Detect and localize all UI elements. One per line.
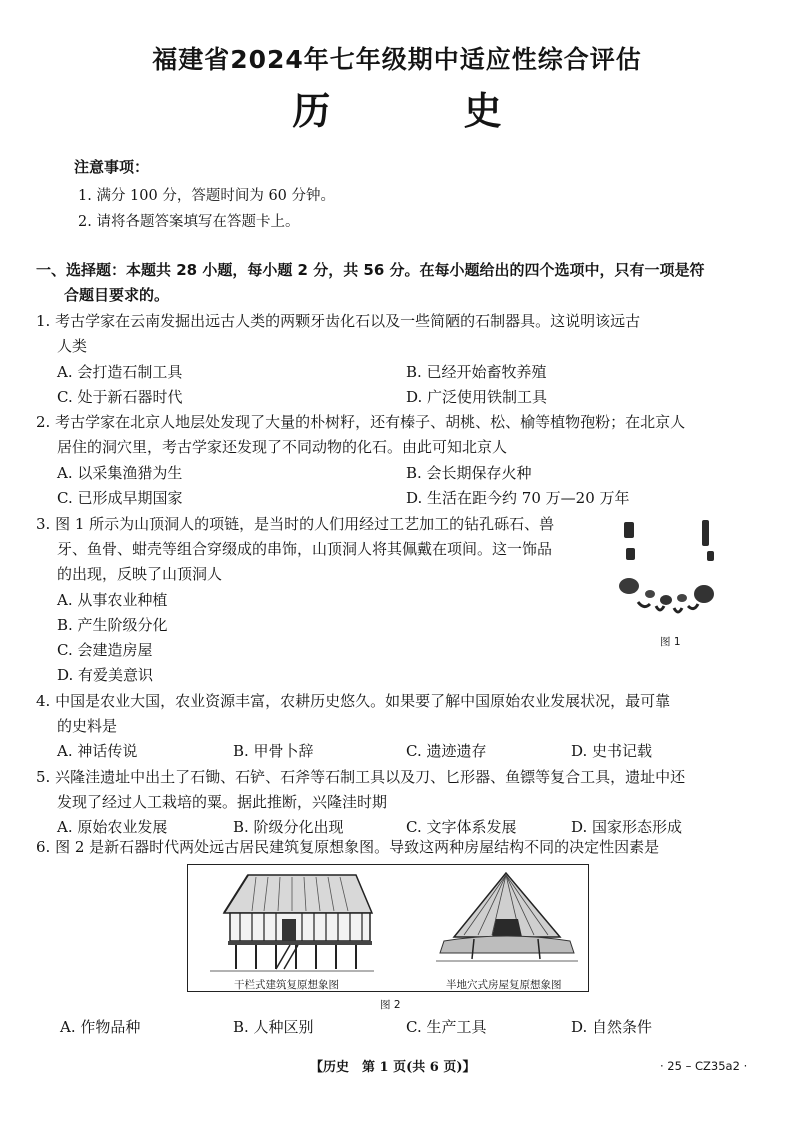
q6-option-a: A. 作物品种 xyxy=(60,1018,141,1036)
q6-option-c: C. 生产工具 xyxy=(406,1018,487,1036)
pit-dwelling-illustration xyxy=(434,869,580,973)
q3-stem: 的出现，反映了山顶洞人 xyxy=(57,565,223,583)
q2-option-a: A. 以采集渔猎为生 xyxy=(57,464,183,482)
q4-stem: 4. 中国是农业大国，农业资源丰富，农耕历史悠久。如果要了解中国原始农业发展状况，最可靠 xyxy=(36,692,671,710)
q6-option-b: B. 人种区别 xyxy=(233,1018,314,1036)
stilt-house-caption: 干栏式建筑复原想象图 xyxy=(234,979,339,991)
figure1-caption: 图 1 xyxy=(660,636,681,648)
q1-stem: 人类 xyxy=(57,337,88,355)
q3-stem: 牙、鱼骨、蚶壳等组合穿缀成的串饰，山顶洞人将其佩戴在项间。这一饰品 xyxy=(57,540,553,558)
q4-option-c: C. 遗迹遗存 xyxy=(406,742,487,760)
q2-option-d: D. 生活在距今约 70 万—20 万年 xyxy=(406,489,630,507)
notice-heading: 注意事项： xyxy=(74,158,150,176)
subject-title: 历 史 xyxy=(292,89,562,133)
q5-stem: 5. 兴隆洼遗址中出土了石锄、石铲、石斧等石制工具以及刀、匕形器、鱼镖等复合工具，遗址中还 xyxy=(36,768,686,786)
q3-option-c: C. 会建造房屋 xyxy=(57,641,153,659)
necklace-figure xyxy=(612,518,732,628)
figure2-caption: 图 2 xyxy=(380,999,401,1011)
q1-option-b: B. 已经开始畜牧养殖 xyxy=(406,363,547,381)
q4-stem: 的史料是 xyxy=(57,717,118,735)
q1-stem: 1. 考古学家在云南发掘出远古人类的两颗牙齿化石以及一些简陋的石制器具。这说明该远古 xyxy=(36,312,641,330)
q3-stem: 3. 图 1 所示为山顶洞人的项链，是当时的人们用经过工艺加工的钻孔砾石、兽 xyxy=(36,515,555,533)
section-heading-line: 合题目要求的。 xyxy=(64,286,170,304)
notice-item: 1. 满分 100 分，答题时间为 60 分钟。 xyxy=(78,188,336,204)
stilt-house-illustration xyxy=(206,869,376,975)
q1-option-c: C. 处于新石器时代 xyxy=(57,388,183,406)
q3-option-b: B. 产生阶级分化 xyxy=(57,616,168,634)
q4-option-b: B. 甲骨卜辞 xyxy=(233,742,314,760)
q5-option-c: C. 文字体系发展 xyxy=(406,818,517,836)
paper-code: · 25 – CZ35a2 · xyxy=(660,1059,748,1073)
q5-option-a: A. 原始农业发展 xyxy=(57,818,168,836)
page-footer: 【历史 第 1 页(共 6 页)】 xyxy=(310,1060,476,1075)
q2-option-c: C. 已形成早期国家 xyxy=(57,489,183,507)
q3-option-a: A. 从事农业种植 xyxy=(57,591,168,609)
q6-option-d: D. 自然条件 xyxy=(571,1018,653,1036)
q4-option-d: D. 史书记载 xyxy=(571,742,653,760)
section-heading-line: 一、选择题：本题共 28 小题，每小题 2 分，共 56 分。在每小题给出的四个选项中，只有一项是符 xyxy=(36,261,705,279)
q2-stem: 居住的洞穴里，考古学家还发现了不同动物的化石。由此可知北京人 xyxy=(57,438,508,456)
exam-title: 福建省2024年七年级期中适应性综合评估 xyxy=(152,45,642,74)
pit-dwelling-caption: 半地穴式房屋复原想象图 xyxy=(446,979,562,991)
q2-option-b: B. 会长期保存火种 xyxy=(406,464,532,482)
notice-item: 2. 请将各题答案填写在答题卡上。 xyxy=(78,214,300,230)
section-heading xyxy=(36,258,761,308)
figure2-box xyxy=(187,864,589,992)
q1-option-a: A. 会打造石制工具 xyxy=(57,363,183,381)
q5-stem: 发现了经过人工栽培的粟。据此推断，兴隆洼时期 xyxy=(57,793,388,811)
q4-option-a: A. 神话传说 xyxy=(57,742,138,760)
q6-stem: 6. 图 2 是新石器时代两处远古居民建筑复原想象图。导致这两种房屋结构不同的决定性因素是 xyxy=(36,838,660,856)
q5-option-b: B. 阶级分化出现 xyxy=(233,818,344,836)
q5-option-d: D. 国家形态形成 xyxy=(571,818,683,836)
q1-option-d: D. 广泛使用铁制工具 xyxy=(406,388,548,406)
q3-option-d: D. 有爱美意识 xyxy=(57,666,154,684)
q2-stem: 2. 考古学家在北京人地层处发现了大量的朴树籽，还有榛子、胡桃、松、榆等植物孢粉；在北京人 xyxy=(36,413,686,431)
